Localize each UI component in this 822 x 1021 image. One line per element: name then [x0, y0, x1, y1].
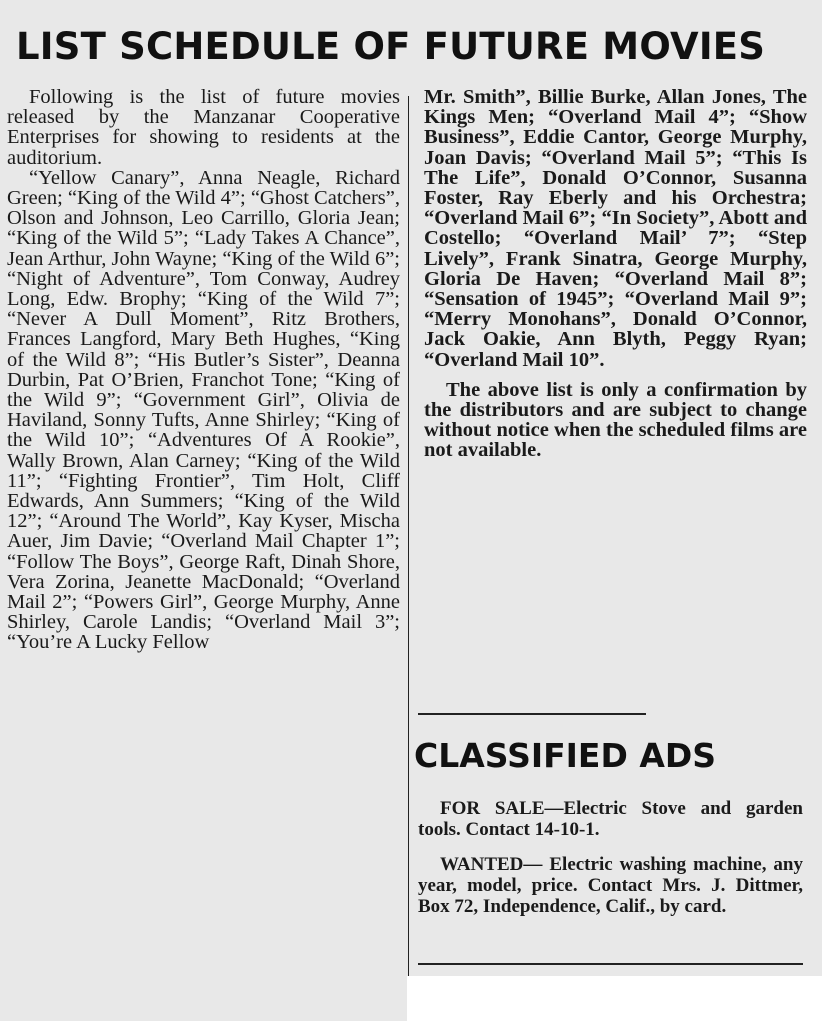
- right-column: [424, 87, 807, 461]
- left-column: [7, 87, 400, 653]
- column-divider: [408, 96, 409, 1004]
- classified-heading: CLASSIFIED ADS: [414, 736, 717, 775]
- movie-listing-continuation: Mr. Smith”, Billie Burke, Allan Jones, The Kings Men; “Overland Mail 4”; “Show Business”, Eddie Cantor, George Murphy, Joan Davis; “Overland Mail 5”; “This Is The Life”, Donald O’Connor, Susanna Foster, Ray Eberly and his Orchestra; “Overland Mail 6”; “In Society”, Abott and Costello; “Overland Mail’ 7”; “Step Lively”, Frank Sinatra, George Murphy, Gloria De Haven; “Overland Mail 8”; “Sensation of 1945”; “Overland Mail 9”; “Merry Monohans”, Donald O’Connor, Jack Oakie, Ann Blyth, Peggy Ryan; “Overland Mail 10”.: [424, 86, 807, 371]
- section-divider: [418, 713, 646, 715]
- headline: LIST SCHEDULE OF FUTURE MOVIES: [16, 25, 766, 68]
- torn-corner: [407, 976, 822, 1021]
- classified-ad-wanted: WANTED— Electric washing machine, any year, model, price. Contact Mrs. J. Dittmer, Box 72, Independence, Calif., by card.: [418, 854, 803, 917]
- bottom-divider: [418, 963, 803, 965]
- intro-paragraph: Following is the list of future movies released by the Manzanar Cooperative Enterprises for showing to residents at the auditorium.: [7, 86, 400, 169]
- movie-listing-paragraph: “Yellow Canary”, Anna Neagle, Richard Green; “King of the Wild 4”; “Ghost Catchers”, Olson and Johnson, Leo Carrillo, Gloria Jean; “King of the Wild 5”; “Lady Takes A Chance”, Jean Arthur, John Wayne; “King of the Wild 6”; “Night of Adventure”, Tom Conway, Audrey Long, Edw. Brophy; “King of the Wild 7”; “Never A Dull Moment”, Ritz Brothers, Frances Langford, Mary Beth Hughes, “King of the Wild 8”; “His Butler’s Sister”, Deanna Durbin, Pat O’Brien, Franchot Tone; “King of the Wild 9”; “Government Girl”, Olivia de Haviland, Sonny Tufts, Anne Shirley; “King of the Wild 10”; “Adventures Of A Rookie”, Wally Brown, Alan Carney; “King of the Wild 11”; “Fighting Frontier”, Tim Holt, Cliff Edwards, Ann Summers; “King of the Wild 12”; “Around The World”, Kay Kyser, Mischa Auer, Jim Davie; “Overland Mail Chapter 1”; “Follow The Boys”, George Raft, Dinah Shore, Vera Zorina, Jeanette MacDonald; “Overland Mail 2”; “Powers Girl”, George Murphy, Anne Shirley, Carole Landis; “Overland Mail 3”; “You’re A Lucky Fellow: [7, 166, 400, 654]
- disclaimer-paragraph: The above list is only a confirmation by the distributors and are subject to change without notice when the scheduled films are not available.: [424, 378, 807, 462]
- classified-ads-list: [418, 798, 803, 931]
- classified-ad-for-sale: FOR SALE—Electric Stove and garden tools. Contact 14-10-1.: [418, 798, 803, 840]
